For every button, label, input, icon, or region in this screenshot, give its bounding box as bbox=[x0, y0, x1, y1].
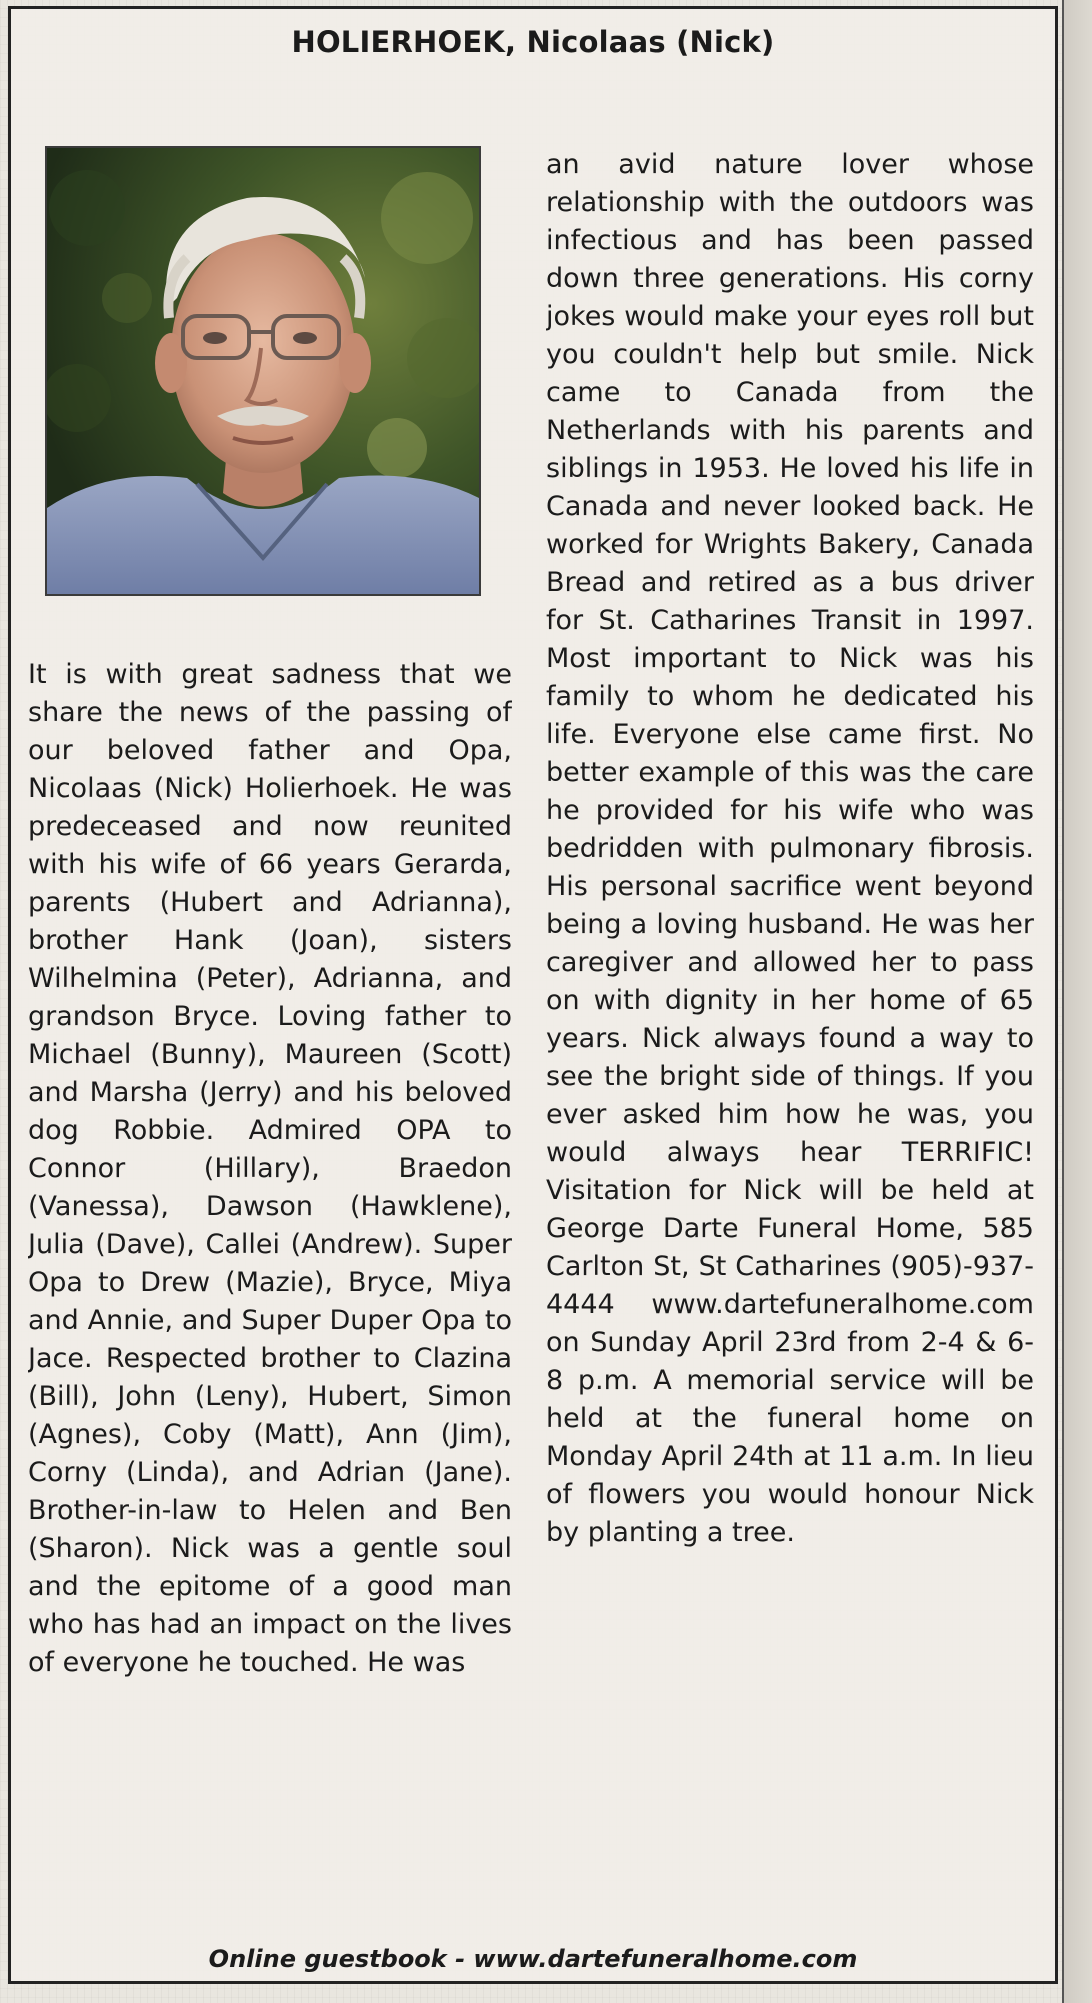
obituary-text-column-right: an avid nature lover whose relationship with the outdoors was infectious and has been passed down three generations. His corny jokes would make your eyes roll but you couldn't help but smile. Nick came to Canada from the Netherlands with his parents and siblings in 1953. He loved his life in Canada and never looked back. He worked for Wrights Bakery, Canada Bread and retired as a bus driver for St. Catharines Transit in 1997. Most important to Nick was his family to whom he dedicated his life. Everyone else came first. No better example of this was the care he provided for his wife who was bedridden with pulmonary fibrosis. His personal sacrifice went beyond being a loving husband. He was her caregiver and allowed her to pass on with dignity in her home of 65 years. Nick always found a way to see the bright side of things. If you ever asked him how he was, you would always hear TERRIFIC! Visitation for Nick will be held at George Darte Funeral Home, 585 Carlton St, St Catharines (905)-937-4444 www.dartefuneralhome.com on Sunday April 23rd from 2-4 & 6-8 p.m. A memorial service will be held at the funeral home on Monday April 24th at 11 a.m. In lieu of flowers you would honour Nick by planting a tree. bbox=[546, 149, 1034, 1548]
obituary-heading: HOLIERHOEK, Nicolaas (Nick) bbox=[291, 25, 775, 59]
adjacent-page-edge bbox=[1062, 0, 1092, 2003]
obituary-notice bbox=[8, 6, 1058, 1984]
guestbook-footer: Online guestbook - www.dartefuneralhome.com bbox=[208, 1945, 858, 1973]
obituary-text-column-left: It is with great sadness that we share the news of the passing of our beloved father and Opa, Nicolaas (Nick) Holierhoek. He was predeceased and now reunited with his wife of 66 years Gerarda, parents (Hubert and Adrianna), brother Hank (Joan), sisters Wilhelmina (Peter), Adrianna, and grandson Bryce. Loving father to Michael (Bunny), Maureen (Scott) and Marsha (Jerry) and his beloved dog Robbie. Admired OPA to Connor (Hillary), Braedon (Vanessa), Dawson (Hawklene), Julia (Dave), Callei (Andrew). Super Opa to Drew (Mazie), Bryce, Miya and Annie, and Super Duper Opa to Jace. Respected brother to Clazina (Bill), John (Leny), Hubert, Simon (Agnes), Coby (Matt), Ann (Jim), Corny (Linda), and Adrian (Jane). Brother-in-law to Helen and Ben (Sharon). Nick was a gentle soul and the epitome of a good man who has had an impact on the lives of everyone he touched. He was bbox=[28, 659, 512, 1678]
portrait-photo bbox=[45, 146, 481, 596]
